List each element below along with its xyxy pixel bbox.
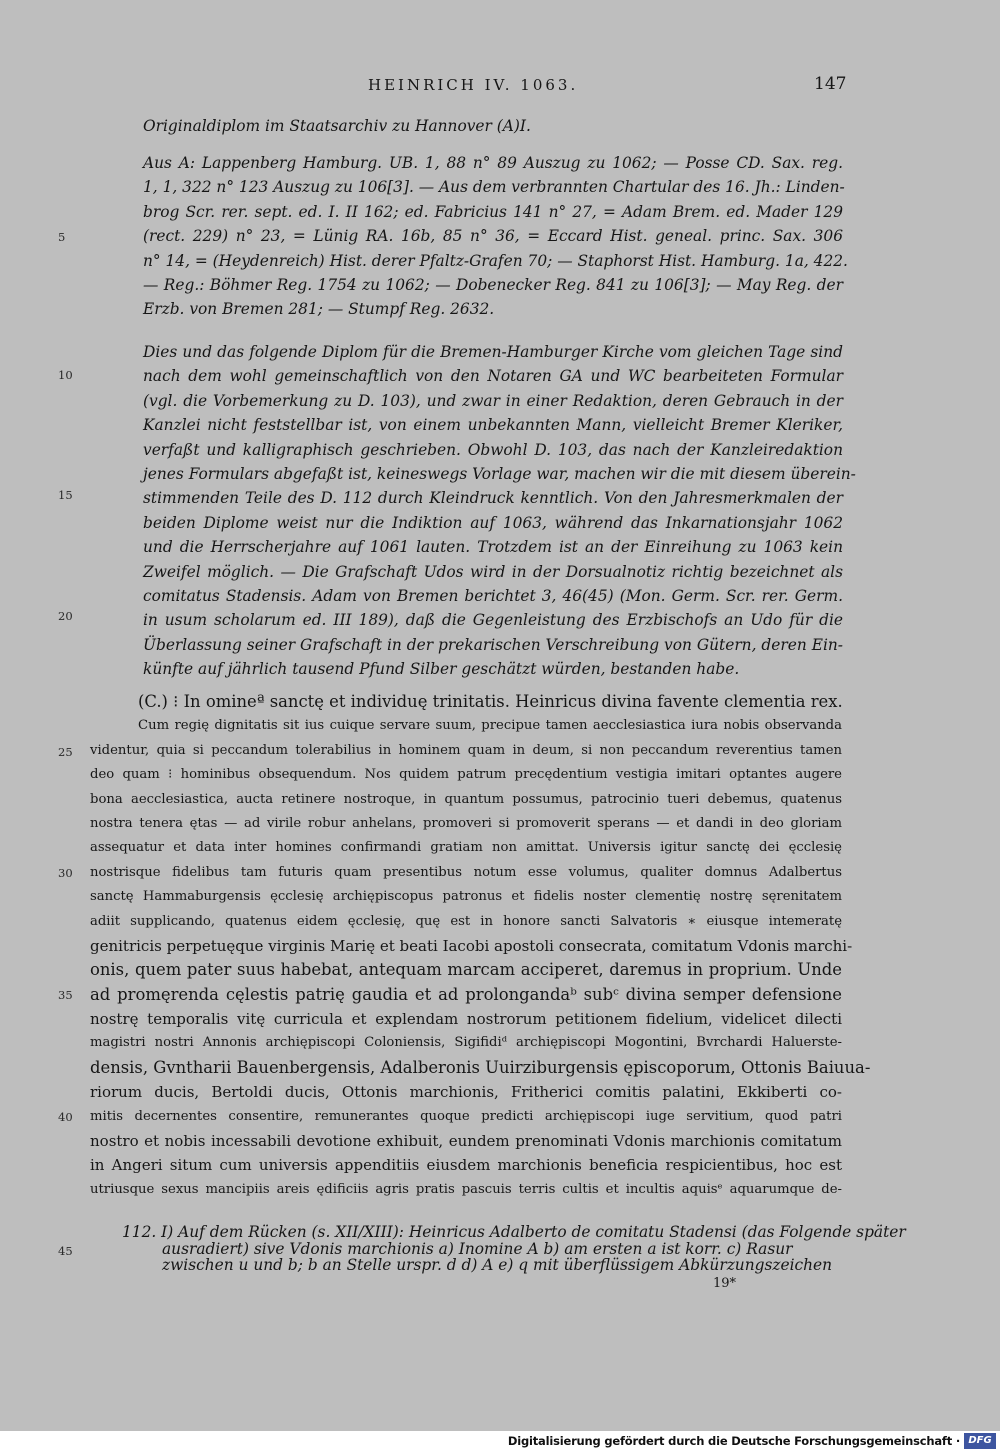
commentary-line: verfaßt und kalligraphisch geschrieben. Obwohl D. 103, das nach der Kanzleiredaktion: [143, 440, 843, 459]
charter-line: adiit supplicando, quatenus eidem ęcclesię, quę est in honore sancti Salvatoris ∗ eiusque intemeratę: [90, 913, 842, 929]
page-number: 147: [814, 74, 847, 94]
source-note: Originaldiplom im Staatsarchiv zu Hannover (A)I.: [143, 117, 531, 135]
charter-line: riorum ducis, Bertoldi ducis, Ottonis marchionis, Fritherici comitis palatini, Ekkiberti co-: [90, 1083, 842, 1102]
charter-line: nostra tenera ętas — ad virile robur anhelans, promoveri si promoverit sperans — et dandi in deo gloriam: [90, 815, 842, 831]
charter-line: deo quam ⁝ hominibus obsequendum. Nos quidem patrum precędentium vestigia imitari optantes augere: [90, 767, 842, 783]
footnote-line: zwischen u und b; b an Stelle urspr. d d) A e) q mit überflüssigem Abkürzungszeichen: [162, 1256, 833, 1274]
line-number: 10: [58, 368, 73, 382]
funding-notice: Digitalisierung gefördert durch die Deutsche Forschungsgemeinschaft ·: [507, 1434, 960, 1448]
charter-line: videntur, quia si peccandum tolerabilius in hominem quam in deum, si non peccandum reverentius tamen: [90, 742, 842, 758]
charter-line: nostro et nobis incessabili devotione exhibuit, eundem prenominati Vdonis marchionis comitatum: [90, 1132, 842, 1151]
editions-line: Erzb. von Bremen 281; — Stumpf Reg. 2632.: [143, 300, 495, 319]
charter-line: ad promęrenda cęlestis patrię gaudia et ad prolongandaᵇ subᶜ divina semper defensione: [90, 984, 842, 1004]
commentary-line: und die Herrscherjahre auf 1061 lauten. Trotzdem ist an der Einreihung zu 1063 kein: [143, 538, 843, 557]
commentary-line: Dies und das folgende Diplom für die Bremen-Hamburger Kirche vom gleichen Tage sind: [143, 343, 843, 361]
commentary-line: Überlassung seiner Grafschaft in der prekarischen Verschreibung von Gütern, deren Ein-: [143, 635, 843, 654]
editions-line: Aus A: Lappenberg Hamburg. UB. 1, 88 n° 89 Auszug zu 1062; — Posse CD. Sax. reg.: [143, 154, 843, 172]
dfg-logo-icon: DFG: [964, 1433, 996, 1449]
charter-line: densis, Gvntharii Bauenbergensis, Adalberonis Uuirziburgensis ępiscoporum, Ottonis Baiuua-: [90, 1057, 871, 1077]
commentary-line: jenes Formulars abgefaßt ist, keineswegs Vorlage war, machen wir die mit diesem überein-: [143, 464, 856, 483]
footnote-line: 112. I) Auf dem Rücken (s. XII/XIII): Heinricus Adalberto de comitatu Stadensi (das Folgende später: [122, 1223, 906, 1241]
commentary-line: Kanzlei nicht feststellbar ist, von einem unbekannten Mann, vielleicht Bremer Kleriker,: [143, 416, 843, 435]
line-number: 40: [58, 1110, 73, 1124]
editions-line: brog Scr. rer. sept. ed. I. II 162; ed. Fabricius 141 n° 27, = Adam Brem. ed. Mader 129: [143, 202, 843, 221]
commentary-line: beiden Diplome weist nur die Indiktion auf 1063, während das Inkarnationsjahr 1062: [143, 513, 843, 532]
line-number: 25: [58, 745, 73, 759]
charter-line: mitis decernentes consentire, remunerantes quoque predicti archiępiscopi iuge servitium, quod patri: [90, 1108, 842, 1124]
commentary-line: (vgl. die Vorbemerkung zu D. 103), und zwar in einer Redaktion, deren Gebrauch in der: [143, 391, 843, 410]
line-number: 15: [58, 488, 73, 502]
commentary-line: stimmenden Teile des D. 112 durch Kleindruck kenntlich. Von den Jahresmerkmalen der: [143, 489, 843, 508]
commentary-line: in usum scholarum ed. III 189), daß die Gegenleistung des Erzbischofs an Udo für die: [143, 611, 843, 630]
charter-line: assequatur et data inter homines confirmandi gratiam non amittat. Universis igitur sanctę dei ęcclesię: [90, 840, 842, 856]
commentary-line: künfte auf jährlich tausend Pfund Silber geschätzt würden, bestanden habe.: [143, 660, 740, 679]
editions-line: (rect. 229) n° 23, = Lünig RA. 16b, 85 n° 36, = Eccard Hist. geneal. princ. Sax. 306: [143, 227, 843, 246]
charter-line: in Angeri situm cum universis appenditiis eiusdem marchionis beneficia respicientibus, hoc est: [90, 1156, 842, 1175]
charter-line: (C.) ⁝ In omineª sanctę et individuę trinitatis. Heinricus divina favente clementia rex.: [138, 692, 843, 711]
commentary-paragraph: [143, 340, 856, 681]
commentary-line: Zweifel möglich. — Die Grafschaft Udos wird in der Dorsualnotiz richtig bezeichnet als: [143, 562, 843, 581]
editions-line: n° 14, = (Heydenreich) Hist. derer Pfaltz-Grafen 70; — Staphorst Hist. Hamburg. 1a, 422.: [143, 251, 848, 270]
footnotes: [122, 1223, 906, 1274]
charter-line: onis, quem pater suus habebat, antequam marcam acciperet, daremus in proprium. Unde: [90, 960, 842, 980]
editions-line: — Reg.: Böhmer Reg. 1754 zu 1062; — Dobenecker Reg. 841 zu 106[3]; — May Reg. der: [143, 275, 843, 294]
line-number: 35: [58, 988, 73, 1002]
charter-line: sanctę Hammaburgensis ęcclesię archiępiscopus patronus et fidelis noster clementię nostrę sęrenitatem: [90, 889, 842, 905]
line-number: 20: [58, 609, 73, 623]
charter-line: Cum regię dignitatis sit ius cuique servare suum, precipue tamen aecclesiastica iura nobis observanda: [138, 718, 842, 734]
line-number: 30: [58, 866, 73, 880]
editions-paragraph: [143, 151, 848, 322]
charter-text: [90, 690, 871, 1202]
charter-line: nostrę temporalis vitę curricula et explendam nostrorum petitionem fidelium, videlicet dilecti: [90, 1010, 842, 1029]
commentary-line: comitatus Stadensis. Adam von Bremen berichtet 3, 46(45) (Mon. Germ. Scr. rer. Germ.: [143, 586, 843, 605]
line-number: 5: [58, 230, 66, 244]
running-title: HEINRICH IV. 1063.: [368, 76, 579, 94]
charter-line: nostrisque fidelibus tam futuris quam presentibus notum esse volumus, qualiter domnus Adalbertus: [90, 864, 842, 880]
charter-line: utriusque sexus mancipiis areis ędificiis agris pratis pascuis terris cultis et incultis aquisᵉ aquarumque de-: [90, 1181, 842, 1197]
footnote-line: ausradiert) sive Vdonis marchionis a) Inomine A b) am ersten a ist korr. c) Rasur: [162, 1239, 793, 1258]
charter-line: bona aecclesiastica, aucta retinere nostroque, in quantum possumus, patrocinio tueri debemus, quatenus: [90, 791, 842, 807]
signature-mark: 19*: [713, 1276, 737, 1291]
line-number: 45: [58, 1244, 73, 1258]
source-note-block: [143, 114, 843, 138]
page-header: [0, 76, 1000, 100]
commentary-line: nach dem wohl gemeinschaftlich von den Notaren GA und WC bearbeiteten Formular: [143, 367, 843, 386]
editions-line: 1, 1, 322 n° 123 Auszug zu 106[3]. — Aus dem verbrannten Chartular des 16. Jh.: Linden-: [143, 178, 845, 197]
charter-line: magistri nostri Annonis archiępiscopi Coloniensis, Sigifidiᵈ archiępiscopi Mogontini, Bvrchardi Haluerste-: [90, 1035, 842, 1051]
footer-bar: [0, 1431, 1000, 1452]
charter-line: genitricis perpetuęque virginis Marię et beati Iacobi apostoli consecrata, comitatum Vdonis marchi-: [90, 936, 853, 955]
